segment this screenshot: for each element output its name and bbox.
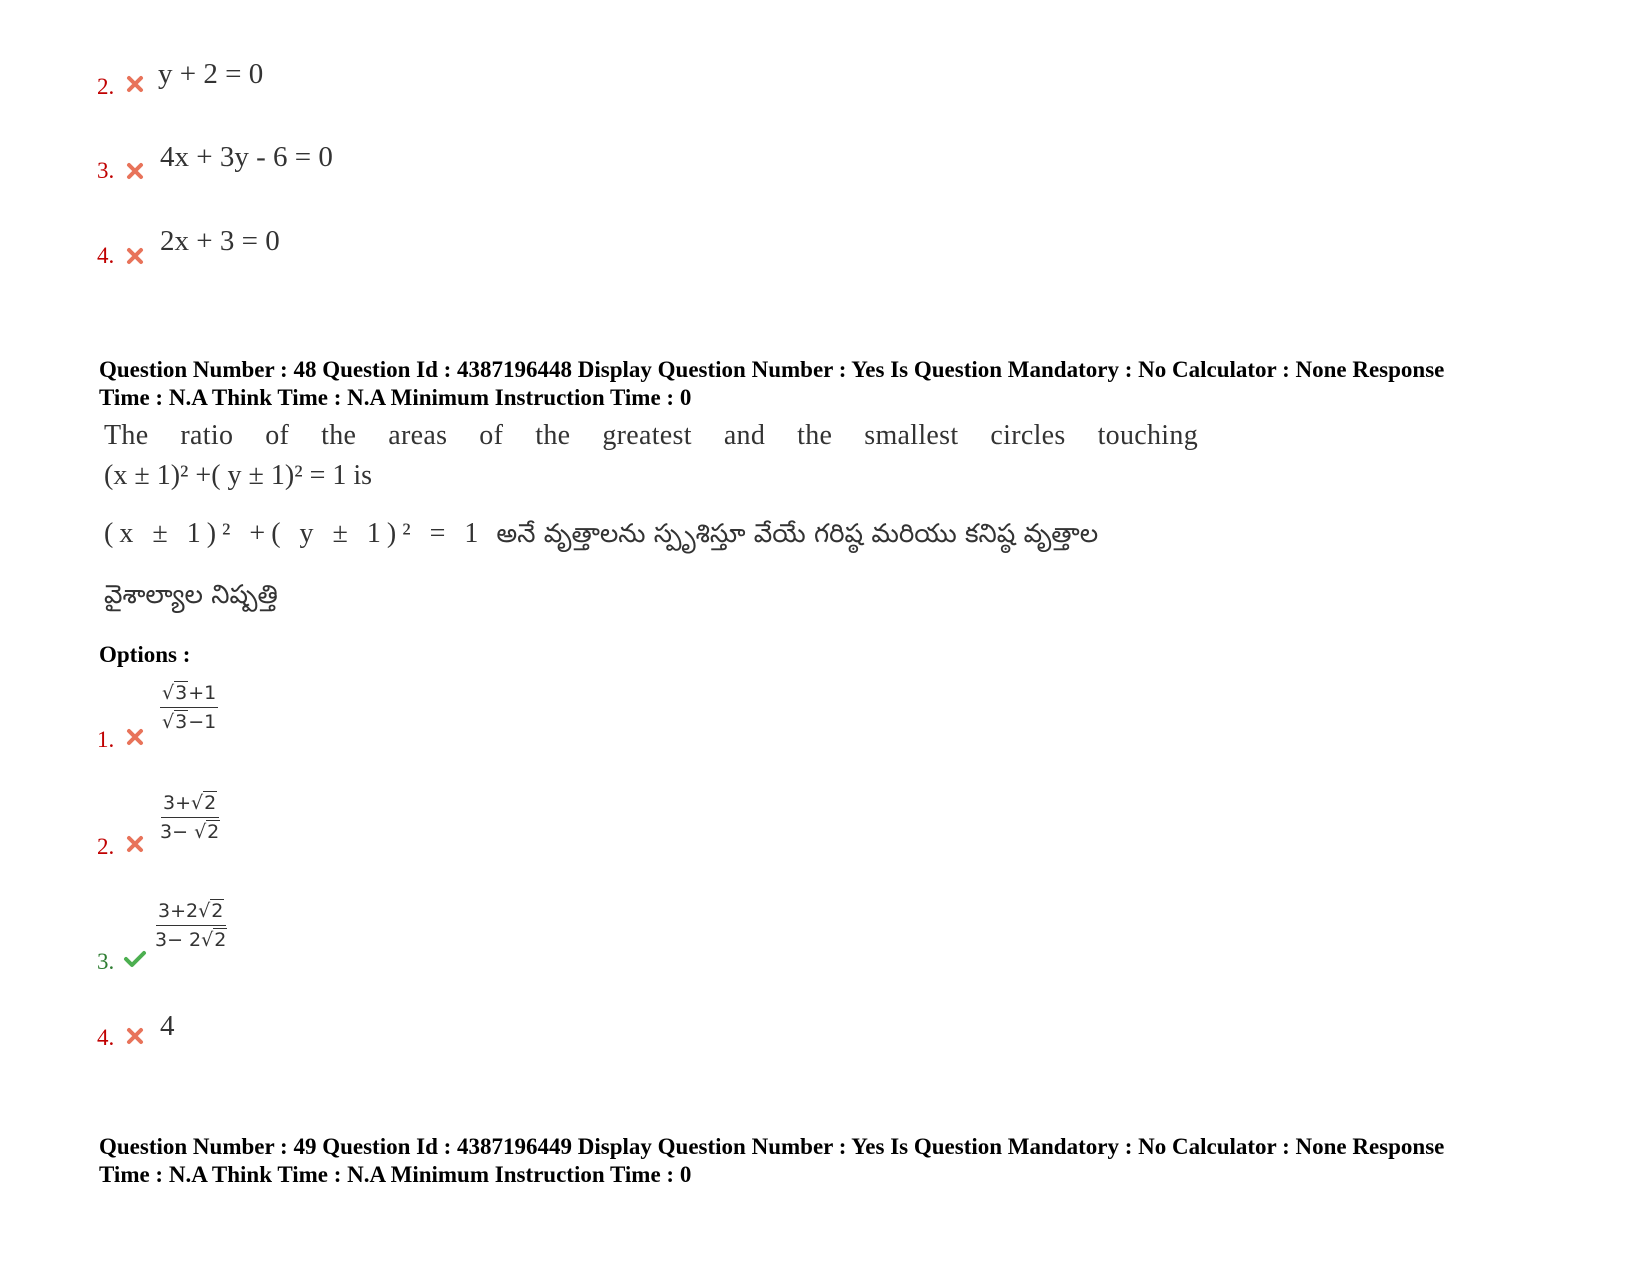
option-number: 1. <box>97 727 115 752</box>
option-number: 2. <box>97 834 115 859</box>
cross-icon <box>126 75 144 93</box>
cross-icon <box>126 247 144 265</box>
option-text: y + 2 = 0 <box>158 58 264 90</box>
option-number: 2. <box>97 74 115 99</box>
cross-icon <box>126 835 144 853</box>
question-text-telugu-line2: వైశాల్యాల నిష్పత్తి <box>104 580 278 610</box>
question-equation: (x ± 1)² +( y ± 1)² = 1 is <box>104 460 373 491</box>
question-meta <box>99 356 1579 412</box>
option-number: 3. <box>97 949 115 974</box>
option-text: 4x + 3y - 6 = 0 <box>160 141 333 173</box>
question-meta-line1: Question Number : 49 Question Id : 4387196449 Display Question Number : Yes Is Question Mandatory : No Calculator : None Response <box>99 1134 1445 1159</box>
question-meta-line2: Time : N.A Think Time : N.A Minimum Instruction Time : 0 <box>99 1162 692 1187</box>
option-fraction: $\frac{3+2√2}{3- 2√2}$ <box>155 900 227 951</box>
options-label: Options : <box>99 642 191 667</box>
option-text: 4 <box>160 1010 175 1042</box>
question-text-english: The ratio of the areas of the greatest and the smallest circles touching <box>104 420 1198 451</box>
telugu-text: అనే వృత్తాలను స్పృశిస్తూ వేయే గరిష్ఠ మరియు కనిష్ఠ వృత్తాల <box>496 519 1099 549</box>
option-fraction: $\frac{√3+1}{√3-1}$ <box>162 682 217 733</box>
question-meta-line2: Time : N.A Think Time : N.A Minimum Instruction Time : 0 <box>99 385 692 410</box>
check-icon <box>123 950 147 968</box>
option-number: 4. <box>97 243 115 268</box>
option-text: 2x + 3 = 0 <box>160 225 280 257</box>
cross-icon <box>126 162 144 180</box>
telugu-equation: (x ± 1)² +( y ± 1)² = 1 <box>104 518 485 549</box>
option-number: 3. <box>97 158 115 183</box>
cross-icon <box>126 728 144 746</box>
option-number: 4. <box>97 1025 115 1050</box>
cross-icon <box>126 1027 144 1045</box>
option-fraction: $\frac{3+√2}{3- √2}$ <box>160 792 220 843</box>
question-text-telugu <box>104 518 1198 555</box>
question-meta-line1: Question Number : 48 Question Id : 4387196448 Display Question Number : Yes Is Question Mandatory : No Calculator : None Response <box>99 357 1445 382</box>
question-meta <box>99 1133 1579 1189</box>
